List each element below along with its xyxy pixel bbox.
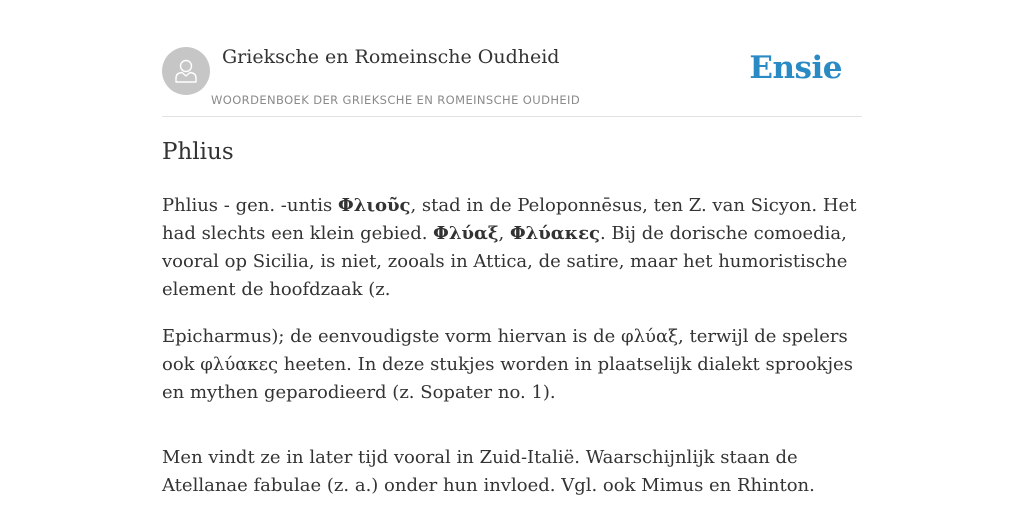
- header: [162, 0, 862, 117]
- page: [162, 0, 862, 496]
- entry-paragraph-3: Men vindt ze in later tijd vooral in Zuid-Italië. Waarschijnlijk staan de Atellanae fabulae (z. a.) onder hun invloed. Vgl. ook Mimus en Rhinton.: [162, 447, 815, 496]
- source-title-link[interactable]: Grieksche en Romeinsche Oudheid: [222, 46, 560, 68]
- text-segment: ,: [498, 223, 510, 244]
- entry-body: [162, 192, 862, 512]
- greek-term: Φλύαξ: [433, 223, 499, 244]
- entry-paragraph-2: Epicharmus); de eenvoudigste vorm hiervan is de φλύαξ, terwijl de spelers ook φλύακες heeten. In deze stukjes worden in plaatselijk dialekt sprookjes en mythen geparodieerd (z. Sopater no. 1).: [162, 326, 853, 403]
- text-segment: . Bij de dorische comoedia, vooral op Sicilia, is niet, zooals in Attica, de satire, maar het humoristische element de hoofdzaak (z.: [162, 223, 848, 300]
- text-segment: , stad in de Peloponnēsus, ten Z. van Sicyon. Het had slechts een klein gebied.: [162, 195, 857, 244]
- greek-term: Φλύακες: [509, 223, 600, 244]
- person-icon: [171, 56, 201, 86]
- user-avatar-icon[interactable]: [162, 47, 210, 95]
- entry-paragraph-1: [162, 192, 862, 304]
- source-subtitle: WOORDENBOEK DER GRIEKSCHE EN ROMEINSCHE OUDHEID: [211, 93, 581, 107]
- ensie-logo-link[interactable]: Ensie: [749, 50, 842, 86]
- text-segment: Phlius - gen. -untis: [162, 195, 339, 216]
- entry-title: Phlius: [162, 139, 234, 165]
- greek-term: Φλιοῦς: [338, 195, 411, 216]
